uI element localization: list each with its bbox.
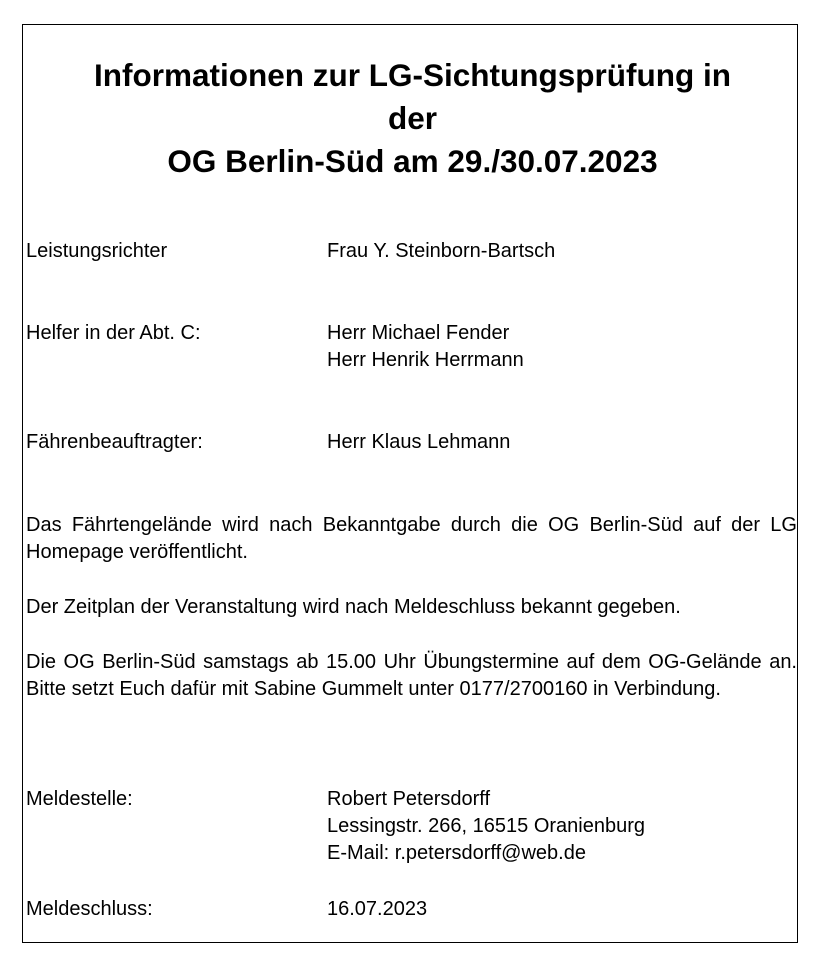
title-line-1: Informationen zur LG-Sichtungsprüfung in (94, 57, 731, 93)
title-line-2: der (387, 100, 438, 136)
meldeschluss-label: Meldeschluss: (26, 898, 153, 920)
paragraph-faehrtengelaende: Das Fährtengelände wird nach Bekanntgabe durch die OG Berlin-Süd auf der LG Homepage veröffentlicht. (26, 514, 797, 563)
faehrtenbeauftragter-value: Herr Klaus Lehmann (327, 431, 511, 453)
leistungsrichter-value: Frau Y. Steinborn-Bartsch (327, 240, 556, 262)
helfer-label: Helfer in der Abt. C: (26, 322, 201, 344)
helfer-values (327, 320, 524, 374)
meldestelle-address: Lessingstr. 266, 16515 Oranienburg (327, 815, 645, 837)
title-line-3: OG Berlin-Süd am 29./30.07.2023 (167, 143, 658, 179)
meldeschluss-value: 16.07.2023 (327, 898, 428, 920)
helfer-name-1: Herr Michael Fender (327, 322, 510, 344)
document-title (0, 54, 825, 183)
leistungsrichter-label: Leistungsrichter (26, 240, 168, 262)
meldestelle-values (327, 786, 645, 867)
helfer-name-2: Herr Henrik Herrmann (327, 349, 524, 371)
meldestelle-name: Robert Petersdorff (327, 788, 491, 810)
meldestelle-email: E-Mail: r.petersdorff@web.de (327, 842, 586, 864)
faehrtenbeauftragter-label: Fährenbeauftragter: (26, 431, 203, 453)
paragraph-zeitplan: Der Zeitplan der Veranstaltung wird nach Meldeschluss bekannt gegeben. (26, 596, 681, 618)
meldestelle-label: Meldestelle: (26, 788, 133, 810)
paragraph-uebungstermine: Die OG Berlin-Süd samstags ab 15.00 Uhr Übungstermine auf dem OG-Gelände an. Bitte setzt Euch dafür mit Sabine Gummelt unter 0177/2700160 in Verbindung. (26, 651, 797, 700)
